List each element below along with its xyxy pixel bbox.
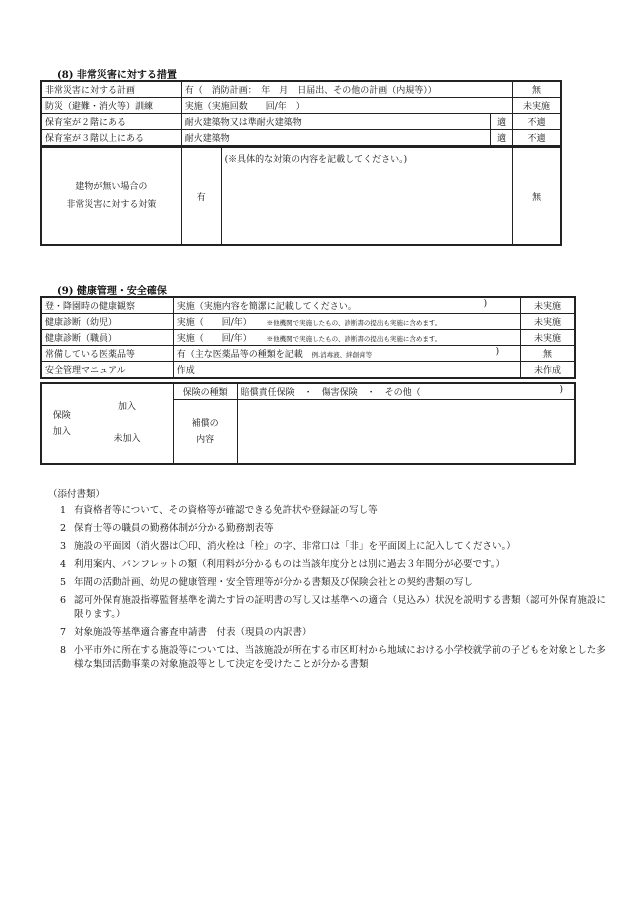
table-row <box>42 362 575 378</box>
item-number: 7 <box>59 627 67 638</box>
row-value: 無 <box>513 82 561 98</box>
table-row <box>42 114 561 130</box>
no-building-note: (※具体的な対策の内容を記載してください。) <box>221 148 512 245</box>
section-9-title: (9) 健康管理・安全確保 <box>57 286 167 297</box>
row-label: 非常災害に対する計画 <box>42 82 182 98</box>
insurance-type-label: 保険の種類 <box>173 384 237 400</box>
no-building-label-2: 非常災害に対する対策 <box>66 200 157 210</box>
row-content: 作成 <box>173 362 520 378</box>
item-text: 小平市外に所在する施設等については、当該施設が所在する市区町村から地域における小学校就学前の子どもを対象とした多様な集団活動事業の対象施設等として決定を受けたことが分かる書類 <box>74 645 606 670</box>
row-flag: 適 <box>491 130 513 146</box>
list-item <box>48 594 608 622</box>
compensation-content <box>237 400 574 464</box>
attachments <box>48 486 608 676</box>
item-number: 4 <box>59 559 67 570</box>
row-value: 不適 <box>513 114 561 130</box>
row-label: 登・降園時の健康観察 <box>42 298 174 314</box>
list-item <box>48 558 608 572</box>
item-text: 施設の平面図（消火器は〇印、消火栓は「栓」の字、非常口は「非」を平面図上に記入してください。） <box>74 541 516 552</box>
no-building-table <box>41 147 561 245</box>
row-content <box>173 346 520 362</box>
insurance-status <box>81 384 173 464</box>
table-row <box>42 346 575 362</box>
insurance-label-2: 加入 <box>52 426 71 437</box>
row-value: 未実施 <box>521 330 575 346</box>
row-close-paren: ) <box>483 299 488 309</box>
table-row <box>42 384 575 400</box>
insurance-types <box>237 384 574 400</box>
item-number: 3 <box>59 541 67 552</box>
list-item <box>48 540 608 554</box>
row-note: ※他機関で実施したもの、診断書の提出も実施に含めます。 <box>266 335 442 343</box>
list-item <box>48 626 608 640</box>
table-row <box>42 148 561 245</box>
item-number: 8 <box>59 645 67 656</box>
item-number: 2 <box>59 523 67 534</box>
row-flag: 適 <box>491 114 513 130</box>
item-number: 6 <box>59 595 67 606</box>
insurance-close-paren: ) <box>559 385 563 396</box>
insurance-joined: 加入 <box>118 402 137 412</box>
attachments-heading: （添付書類） <box>48 489 106 500</box>
item-number: 5 <box>59 577 67 588</box>
row-content: 耐火建築物 <box>181 130 490 146</box>
no-building-label <box>42 148 182 245</box>
table-row <box>42 82 561 98</box>
list-item <box>48 522 608 536</box>
row-label: 保育室が２階にある <box>42 114 182 130</box>
row-note: ※他機関で実施したもの、診断書の提出も実施に含めます。 <box>266 319 442 327</box>
insurance-not-joined: 未加入 <box>113 434 141 444</box>
row-value: 不適 <box>513 130 561 146</box>
item-text: 有資格者等について、その資格等が確認できる免許状や登録証の写し等 <box>74 505 378 516</box>
row-close-paren: ) <box>495 347 500 357</box>
disaster-table <box>41 81 561 146</box>
table-row <box>42 98 561 114</box>
list-item <box>48 644 608 672</box>
item-text: 年間の活動計画、幼児の健康管理・安全管理等が分かる書類及び保険会社との契約書類の写し <box>74 577 474 588</box>
row-value: 未実施 <box>513 98 561 114</box>
compensation-label <box>173 400 237 464</box>
row-label: 保育室が３階以上にある <box>42 130 182 146</box>
table-row <box>42 130 561 146</box>
section-8-title: (8) 非常災害に対する措置 <box>57 70 177 81</box>
no-building-has: 有 <box>181 148 221 245</box>
row-content-text: 有（主な医薬品等の種類を記載 <box>176 350 303 360</box>
row-label: 防災（避難・消火等）訓練 <box>42 98 182 114</box>
row-value: 未実施 <box>521 314 575 330</box>
insurance-label <box>42 384 82 464</box>
compensation-label-1: 補償の <box>191 418 219 429</box>
row-value: 未作成 <box>521 362 575 378</box>
row-label: 安全管理マニュアル <box>42 362 174 378</box>
row-note: 例.消毒液、絆創膏等 <box>311 351 373 359</box>
list-item <box>48 576 608 590</box>
item-text: 保育士等の職員の勤務体制が分かる勤務割表等 <box>74 523 274 534</box>
item-text: 認可外保育施設指導監督基準を満たす旨の証明書の写し又は基準への適合（見込み）状況を説明する書類（認可外保育施設に限ります。） <box>74 595 607 620</box>
insurance-label-1: 保険 <box>52 410 71 421</box>
row-label: 健康診断（幼児） <box>42 314 174 330</box>
table-row <box>42 314 575 330</box>
row-content <box>173 314 520 330</box>
insurance-table <box>41 383 575 464</box>
row-content: 実施（実施回数 回/年 ） <box>181 98 512 114</box>
item-number: 1 <box>59 505 67 516</box>
item-text: 利用案内、パンフレットの類（利用料が分かるものは当該年度分とは別に過去３年間分が必要です。） <box>74 559 506 570</box>
table-row <box>42 298 575 314</box>
row-content-text: 実施（実施内容を簡潔に記載してください。 <box>176 302 357 312</box>
health-table <box>41 297 575 378</box>
item-text: 対象施設等基準適合審査申請書 付表（現員の内訳書） <box>74 627 312 638</box>
table-row <box>42 330 575 346</box>
compensation-label-2: 内容 <box>196 434 215 445</box>
row-content <box>173 298 520 314</box>
row-label: 常備している医薬品等 <box>42 346 174 362</box>
row-label: 健康診断（職員） <box>42 330 174 346</box>
row-content: 有（ 消防計画： 年 月 日届出、その他の計画（内規等）） <box>181 82 512 98</box>
row-content-text: 実施（ 回/年） <box>176 334 252 344</box>
row-content <box>173 330 520 346</box>
no-building-value: 無 <box>513 148 561 245</box>
no-building-label-1: 建物が無い場合の <box>75 182 148 192</box>
list-item <box>48 504 608 518</box>
insurance-types-text: 賠償責任保険 ・ 傷害保険 ・ その他（ <box>240 388 421 399</box>
row-value: 未実施 <box>521 298 575 314</box>
row-content: 耐火建築物又は準耐火建築物 <box>181 114 490 130</box>
row-value: 無 <box>521 346 575 362</box>
row-content-text: 実施（ 回/年） <box>176 318 252 328</box>
